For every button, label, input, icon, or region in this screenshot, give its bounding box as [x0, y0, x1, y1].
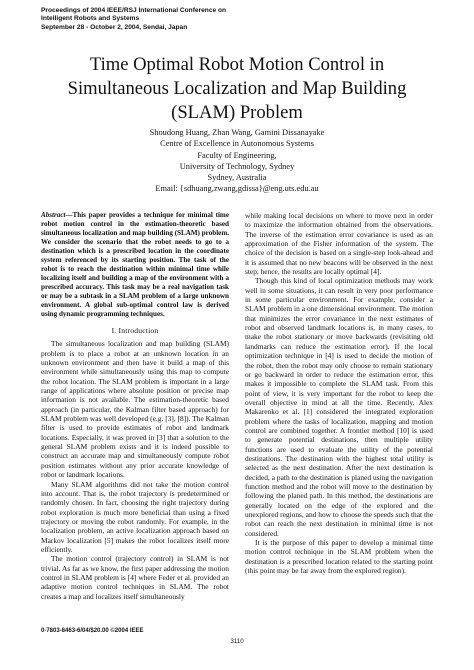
- paragraph: Many SLAM algorithms did not take the motion control into account. That is, the robot trajectory is predetermined or randomly chosen. In fact, choosing the right trajectory during robot exploration is much more beneficial than using a fixed trajectory or moving the robot randomly. For example, in the localization problem, an active localization approach based on Markov localization [5] makes the robot localizes itself more efficiently.: [41, 479, 229, 554]
- paragraph-continued: while making local decisions on where to move next in order to maximize the information obtained from the observations. The inverse of the estimation error covariance is used as an approximation of the Fisher information of the system. The choice of the decision is based on a single-step look-ahead and it is assumed that no new beacons will be observed in the next step, hence, the results are locally optimal [4].: [245, 211, 433, 277]
- abstract-text: —This paper provides a technique for minimal time robot motion control in the estimation-theoretic based simultaneous localization and map building (SLAM) problem. We consider the scenario that the robot needs to go to a destination which is a prescribed location in the coordinate system referenced by its starting position. The task of the robot is to reach the destination within minimal time while localizing itself and building a map of the environment with a prescribed accuracy. This task may be a real navigation task or may be a subtask in a SLAM problem of a large unknown environment. A global sub-optimal control law is derived using dynamic programming techniques.: [41, 211, 229, 318]
- left-column: [41, 211, 229, 601]
- title-line-3: (SLAM) Problem: [171, 102, 303, 123]
- abstract-label: Abstract: [41, 211, 66, 219]
- page-number: 3110: [230, 638, 244, 645]
- paragraph: The simultaneous localization and map building (SLAM) problem is to place a robot at an unknown location in an unknown environment and then have it build a map of this environment while simultaneously using this map to compute the robot location. The SLAM problem is important in a large range of applications where absolute position or precise map information is not available. The estimation-theoretic based approach (in particular, the Kalman filter based approach) for SLAM problem was well developed (e.g. [3], [8]). The Kalman filter is used to provide estimates of robot and landmark locations. Especially, it was proved in [3] that a solution to the general SLAM problem exists and it is indeed possible to construct an accurate map and simultaneously compute robot position estimates without any prior accurate knowledge of robot or landmark locations.: [41, 339, 229, 480]
- affiliation-faculty: Faculty of Engineering,: [197, 150, 277, 160]
- conference-line-1: Proceedings of 2004 IEEE/RSJ International Conference on: [41, 7, 227, 14]
- paragraph: The motion control (trajectory control) in SLAM is not trivial. As far as we know, the first paper addressing the motion control in SLAM problem is [4] where Feder et al. provided an adaptive motion control techniques in SLAM. The robot creates a map and localizes itself simultaneously: [41, 554, 229, 601]
- conference-line-2: Intelligent Robots and Systems: [41, 15, 140, 23]
- section-heading-introduction: I. Introduction: [111, 326, 159, 335]
- author-names: Shoudong Huang, Zhan Wang, Gamini Dissanayake: [149, 128, 325, 137]
- paragraph: It is the purpose of this paper to develop a minimal time motion control technique in the SLAM problem when the destination is a prescribed location related to the starting point (this point may be far away from the explored region).: [245, 538, 433, 576]
- copyright-notice: 0-7803-8463-6/04/$20.00 ©2004 IEEE: [41, 628, 144, 634]
- title-line-1: Time Optimal Robot Motion Control in: [89, 54, 385, 75]
- affiliation-location: Sydney, Australia: [207, 173, 267, 183]
- affiliation-centre: Centre of Excellence in Autonomous Systems: [160, 139, 314, 149]
- paragraph: Though this kind of local optimization methods may work well in some situations, it can result in very poor performance in some particular environment. For example, consider a SLAM problem in a one dimensional environment. The motion that minimizes the error covariance in the next estimates of robot and observed landmark locations is, in many cases, to make the robot stationary or move backwards (revisiting old landmarks can reduce the estimation error). If the local optimization technique in [4] is used to decide the motion of the robot, then the robot may only choose to remain stationary or go backward in order to reduce the estimation error, this makes it impossible to complete the SLAM task. From this point of view, it is very important for the robot to keep the overall objective in mind at all the time. Recently, Alex Makarenko et al. [1] considered the integrated exploration problem where the tasks of localization, mapping and motion control are combined together. A frontier method [10] is used to generate potential destinations, then multiple utility functions are used to evaluate the utility of the potential destinations. The destination with the highest total utility is selected as the next destination. After the next destination is decided, a path to the destination is planed using the navigation function method and the robot will move to the destination by following the planed path. In this method, the destinations are generally located on the edge of the explored and the unexplored regions, and how to choose the speeds such that the robot can reach the next destination in minimal time is not considered.: [245, 276, 433, 538]
- right-column: [245, 211, 433, 575]
- author-block: [100, 127, 374, 195]
- abstract: [41, 211, 229, 319]
- conference-header: [41, 7, 301, 32]
- conference-line-3: September 28 - October 2, 2004, Sendai, Japan: [41, 23, 188, 31]
- affiliation-university: University of Technology, Sydney: [179, 161, 295, 171]
- paper-title: [40, 53, 434, 125]
- author-email: Email: {sdhuang,zwang,gdissa}@eng.uts.edu.au: [155, 184, 319, 194]
- title-line-2: Simultaneous Localization and Map Building: [67, 78, 407, 99]
